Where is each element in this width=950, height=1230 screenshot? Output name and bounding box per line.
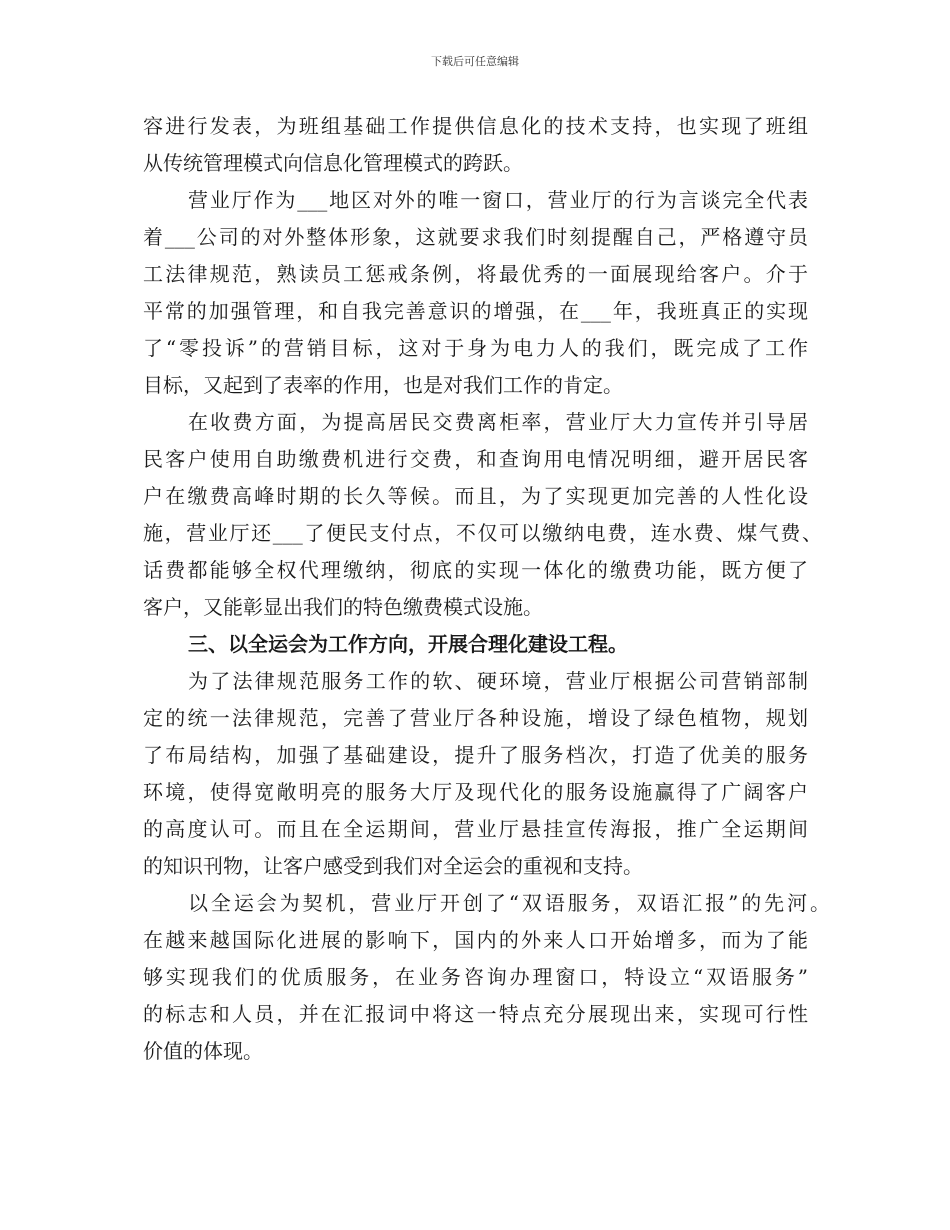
text-line: 环境，使得宽敞明亮的服务大厅及现代化的服务设施赢得了广阔客户 — [143, 780, 808, 804]
text-line: 平常的加强管理，和自我完善意识的增强，在___年，我班真正的实现 — [143, 299, 808, 323]
page-header: 下载后可任意编辑 — [431, 55, 519, 68]
paragraph — [143, 108, 808, 182]
text-line: 的知识刊物，让客户感受到我们对全运会的重视和支持。 — [143, 854, 643, 878]
text-line: 工法律规范，熟读员工惩戒条例，将最优秀的一面展现给客户。介于 — [143, 262, 808, 286]
text-line: 为了法律规范服务工作的软、硬环境，营业厅根据公司营销部制 — [188, 669, 808, 693]
text-line: 话费都能够全权代理缴纳，彻底的实现一体化的缴费功能，既方便了 — [143, 558, 808, 582]
paragraph — [143, 182, 808, 404]
text-line: 营业厅作为___地区对外的唯一窗口，营业厅的行为言谈完全代表 — [188, 188, 808, 212]
text-line: 客户，又能彰显出我们的特色缴费模式设施。 — [143, 595, 543, 619]
text-line: 的高度认可。而且在全运期间，营业厅悬挂宣传海报，推广全运期间 — [143, 817, 808, 841]
text-line: 目标，又起到了表率的作用，也是对我们工作的肯定。 — [143, 373, 623, 397]
text-line: 容进行发表，为班组基础工作提供信息化的技术支持，也实现了班组 — [143, 114, 808, 138]
text-line: 价值的体现。 — [143, 1039, 263, 1063]
text-line: 够实现我们的优质服务，在业务咨询办理窗口，特设立“双语服务” — [143, 965, 808, 989]
text-line: 在越来越国际化进展的影响下，国内的外来人口开始增多，而为了能 — [143, 928, 808, 952]
text-line: 了布局结构，加强了基础建设，提升了服务档次，打造了优美的服务 — [143, 743, 808, 767]
paragraph — [143, 885, 830, 1070]
text-line: 户在缴费高峰时期的长久等候。而且，为了实现更加完善的人性化设 — [143, 484, 808, 508]
text-line: 施，营业厅还___了便民支付点，不仅可以缴纳电费，连水费、煤气费、 — [143, 521, 822, 545]
paragraph — [143, 663, 808, 885]
text-line: 以全运会为契机，营业厅开创了“双语服务，双语汇报”的先河。 — [188, 891, 830, 915]
text-line: 着___公司的对外整体形象，这就要求我们时刻提醒自己，严格遵守员 — [143, 225, 808, 249]
text-line: 定的统一法律规范，完善了营业厅各种设施，增设了绿色植物，规划 — [143, 706, 808, 730]
text-line: 三、以全运会为工作方向，开展合理化建设工程。 — [188, 632, 628, 656]
text-line: 从传统管理模式向信息化管理模式的跨跃。 — [143, 151, 523, 175]
section-heading — [143, 626, 808, 663]
paragraph — [143, 404, 822, 626]
text-line: 了“零投诉”的营销目标，这对于身为电力人的我们，既完成了工作 — [143, 336, 808, 360]
text-line: 民客户使用自助缴费机进行交费，和查询用电情况明细，避开居民客 — [143, 447, 808, 471]
text-line: 的标志和人员，并在汇报词中将这一特点充分展现出来，实现可行性 — [143, 1002, 808, 1026]
document-body — [143, 108, 830, 1070]
text-line: 在收费方面，为提高居民交费离柜率，营业厅大力宣传并引导居 — [188, 410, 808, 434]
